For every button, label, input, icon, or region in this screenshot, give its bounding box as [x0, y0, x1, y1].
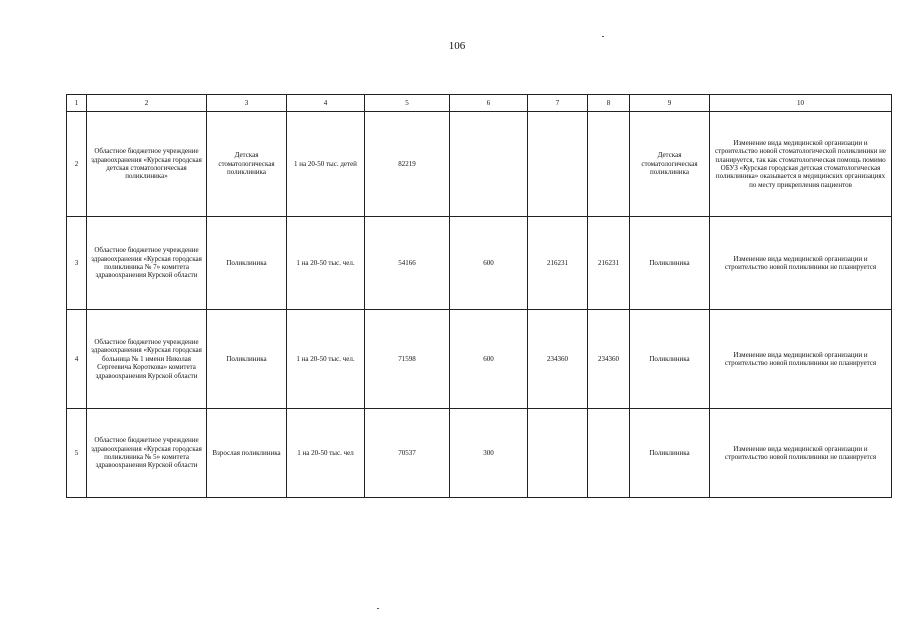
column-header: 7 — [528, 95, 588, 112]
table-row — [67, 217, 892, 310]
norm-cell: 1 на 20-50 тыс. чел — [287, 409, 365, 498]
column-header: 9 — [630, 95, 710, 112]
data-table — [66, 94, 892, 498]
type-cell: Детская стоматологическая поликлиника — [630, 112, 710, 217]
column-header: 3 — [207, 95, 287, 112]
value-cell — [528, 112, 588, 217]
column-header: 8 — [588, 95, 630, 112]
type-cell: Поликлиника — [630, 217, 710, 310]
column-header: 10 — [710, 95, 892, 112]
value-cell: 300 — [450, 409, 528, 498]
value-cell: 216231 — [588, 217, 630, 310]
row-number-cell: 2 — [67, 112, 87, 217]
value-cell: 600 — [450, 217, 528, 310]
comment-cell: Изменение вида медицинской организации и строительство новой поликлиники не планируется — [710, 310, 892, 409]
type-cell: Взрослая поликлиника — [207, 409, 287, 498]
comment-cell: Изменение вида медицинской организации и строительство новой стоматологической поликлиники не планируется, так как стоматологическая помощь помимо ОБУЗ «Курская городская детская стоматологическая поликлиника» оказывается в медицинских организациях по месту прикрепления пациентов — [710, 112, 892, 217]
type-cell: Поликлиника — [207, 217, 287, 310]
row-number-cell: 3 — [67, 217, 87, 310]
value-cell — [528, 409, 588, 498]
organization-cell: Областное бюджетное учреждение здравоохранения «Курская городская детская стоматологическая поликлиника» — [87, 112, 207, 217]
scan-speck — [377, 608, 379, 609]
value-cell — [588, 112, 630, 217]
value-cell: 234360 — [528, 310, 588, 409]
table-header-row — [67, 95, 892, 112]
type-cell: Детская стоматологическая поликлиника — [207, 112, 287, 217]
type-cell: Поликлиника — [630, 409, 710, 498]
value-cell: 82219 — [365, 112, 450, 217]
row-number-cell: 4 — [67, 310, 87, 409]
table-row — [67, 310, 892, 409]
value-cell: 600 — [450, 310, 528, 409]
column-header: 2 — [87, 95, 207, 112]
norm-cell: 1 на 20-50 тыс. чел. — [287, 217, 365, 310]
column-header: 4 — [287, 95, 365, 112]
value-cell — [450, 112, 528, 217]
column-header: 1 — [67, 95, 87, 112]
type-cell: Поликлиника — [630, 310, 710, 409]
organization-cell: Областное бюджетное учреждение здравоохранения «Курская городская поликлиника № 5» комитета здравоохранения Курской области — [87, 409, 207, 498]
value-cell: 216231 — [528, 217, 588, 310]
value-cell: 71598 — [365, 310, 450, 409]
value-cell — [588, 409, 630, 498]
scan-speck — [602, 36, 604, 37]
norm-cell: 1 на 20-50 тыс. чел. — [287, 310, 365, 409]
comment-cell: Изменение вида медицинской организации и строительство новой поликлиники не планируется — [710, 217, 892, 310]
comment-cell: Изменение вида медицинской организации и строительство новой поликлиники не планируется — [710, 409, 892, 498]
table-row — [67, 112, 892, 217]
organization-cell: Областное бюджетное учреждение здравоохранения «Курская городская больница № 1 имени Николая Сергеевича Короткова» комитета здравоохранения Курской области — [87, 310, 207, 409]
column-header: 6 — [450, 95, 528, 112]
page-number: 106 — [448, 40, 466, 52]
value-cell: 234360 — [588, 310, 630, 409]
type-cell: Поликлиника — [207, 310, 287, 409]
table-row — [67, 409, 892, 498]
row-number-cell: 5 — [67, 409, 87, 498]
organization-cell: Областное бюджетное учреждение здравоохранения «Курская городская поликлиника № 7» комитета здравоохранения Курской области — [87, 217, 207, 310]
value-cell: 54166 — [365, 217, 450, 310]
column-header: 5 — [365, 95, 450, 112]
value-cell: 70537 — [365, 409, 450, 498]
norm-cell: 1 на 20-50 тыс. детей — [287, 112, 365, 217]
